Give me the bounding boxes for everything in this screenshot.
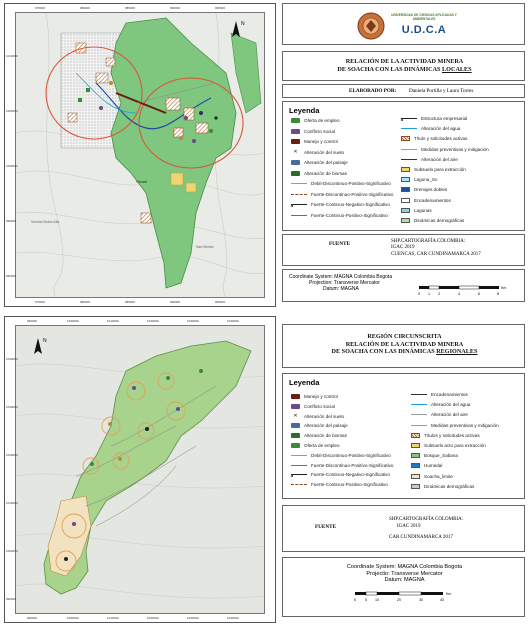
legend-item	[291, 213, 388, 218]
legend-item	[411, 412, 468, 417]
title-line: RELACIÓN DE LA ACTIVIDAD MINERA	[345, 58, 464, 65]
legend-item	[291, 160, 348, 165]
svg-text:1: 1	[428, 292, 430, 296]
legend-label: Encadenamientos	[414, 197, 451, 203]
svg-text:20: 20	[397, 598, 401, 602]
local-fuente-panel	[282, 234, 525, 266]
legend-item	[411, 474, 453, 479]
legend-item	[291, 404, 335, 409]
regional-coord-panel	[282, 557, 525, 617]
suelo-icon: ✕	[293, 148, 298, 155]
legend-item	[411, 443, 486, 448]
legend-item	[401, 208, 432, 213]
line-dark-symbol	[411, 394, 427, 395]
legend-item	[291, 472, 390, 477]
fill-drenajes-symbol	[401, 187, 410, 192]
title-line: REGIÓN CIRCUNSCRITA	[367, 333, 442, 340]
legend-item	[401, 126, 460, 131]
fill-subsuelo-symbol	[411, 443, 420, 448]
x-tick: 1000000	[67, 616, 79, 620]
legend-item	[291, 433, 347, 438]
legend-label: Alteración del suelo	[304, 413, 345, 419]
title-line: DE SOACHA CON LAS DINÁMICAS	[331, 348, 435, 355]
x-tick: 995000	[215, 6, 226, 10]
legend-label: Alteración de biomas	[304, 433, 347, 439]
elaborado-value: Daniela Portilla y Laura Torres	[409, 88, 474, 94]
legend-item	[291, 453, 391, 458]
coord-projection: Projection: Transverse Mercator	[309, 280, 380, 287]
title-line: DE SOACHA CON LAS DINÁMICAS	[337, 65, 441, 73]
line-red-symbol	[291, 465, 307, 466]
legend-item	[401, 198, 451, 203]
legend-item	[401, 147, 489, 152]
y-tick: 1020000	[6, 453, 18, 457]
legend-label: Dinámicas demográficas	[414, 218, 465, 223]
svg-text:0: 0	[354, 598, 356, 602]
svg-text:2: 2	[438, 292, 440, 296]
place-label: Sibaté	[136, 179, 148, 184]
x-tick: 985000	[125, 300, 136, 304]
line-gray-symbol	[411, 414, 427, 415]
legend-item	[411, 392, 468, 397]
legend-label: Manejo y control	[304, 139, 338, 144]
y-tick: 995000	[6, 219, 17, 223]
x-tick: 990000	[27, 616, 38, 620]
svg-text:4: 4	[458, 292, 460, 296]
x-tick: 975000	[35, 300, 46, 304]
fuente-line: CUENCAS, CAR CUNDINAMARCA 2017	[391, 251, 481, 257]
regional-fuente-panel	[282, 505, 525, 552]
legend-label: Fuerte-Continuo-Positivo-Significativo	[311, 212, 388, 218]
legend-label: Soacha_limite	[424, 473, 453, 479]
legend-item	[291, 118, 340, 123]
fill-humedal-symbol	[411, 463, 420, 468]
y-tick: 1010000	[6, 54, 18, 58]
empleo-icon	[291, 118, 300, 123]
legend-label: Debil-Discontinuo-Positivo-Significativo	[311, 181, 391, 186]
svg-text:40: 40	[440, 598, 444, 602]
line-blue-symbol	[411, 404, 427, 405]
coord-datum: Datum: MAGNA	[384, 577, 425, 584]
regional-map[interactable]	[15, 325, 265, 614]
coord-system: Coordinate System: MAGNA Colombia Bogota	[346, 564, 463, 570]
legend-item	[411, 423, 499, 428]
title-emphasis: LOCALES	[442, 65, 472, 73]
regional-title-panel	[282, 324, 525, 368]
svg-text:5: 5	[365, 598, 367, 602]
place-label: Vereda Bolos Alta	[31, 220, 60, 224]
legend-label: Conflicto social	[304, 403, 335, 409]
legend-label: Subsuelo acto para extracción	[424, 443, 486, 448]
x-tick: 980000	[80, 300, 91, 304]
legend-label: Medidas preventivas y mitigación	[431, 422, 499, 428]
soacha-municipality	[111, 18, 236, 288]
legend-label: Título y solicitudes activas	[414, 136, 468, 142]
legend-item	[411, 453, 458, 458]
legend-item	[291, 171, 347, 176]
legend-item	[291, 414, 344, 419]
legend-item	[291, 129, 335, 134]
x-tick: 1030000	[187, 616, 199, 620]
legend-label: Alteración de biomas	[304, 170, 347, 176]
legend-item	[291, 443, 340, 448]
legend-item	[291, 463, 393, 468]
legend-label: Laguna_Sv	[414, 177, 438, 183]
legend-item	[291, 202, 390, 207]
green-strip	[231, 33, 261, 113]
fuente-label: FUENTE	[315, 524, 337, 530]
x-tick: 990000	[170, 6, 181, 10]
coord-projection: Projectio: Transverse Mercator	[366, 570, 443, 577]
university-name: UNIVERSIDAD DE CIENCIAS APLICADAS Y AMBIENTALES	[391, 13, 457, 21]
x-tick: 1010000	[107, 616, 119, 620]
fuente-line: IGAC 2019	[397, 524, 421, 529]
legend-label: Lagunas	[414, 207, 432, 213]
legend-label: Alteración del agua	[431, 402, 471, 408]
line-brown-symbol	[291, 484, 307, 485]
x-tick: 980000	[80, 6, 91, 10]
legend-title: Leyenda	[289, 378, 320, 387]
legend-item	[291, 139, 338, 144]
svg-text:N: N	[241, 21, 245, 27]
coord-datum: Datum: MAGNA	[323, 286, 359, 293]
svg-text:N: N	[43, 338, 47, 344]
fill-white-symbol	[401, 198, 410, 203]
conflicto-icon	[291, 129, 300, 134]
legend-label: Fuerte-Continuo-Negativo-Significativo	[311, 472, 390, 478]
manejo-icon	[291, 139, 300, 144]
legend-item	[411, 402, 470, 407]
fill-laguna-symbol	[401, 177, 410, 182]
elaborado-label: ELABORADO POR:	[349, 88, 397, 94]
legend-label: Oferta de empleo	[304, 118, 340, 123]
udca-seal-icon	[357, 12, 385, 40]
legend-label: Fuerte-Continuo-Negativo-Significativo	[311, 202, 390, 207]
legend-label: Subsuelo para extracción	[414, 167, 466, 172]
line-red-symbol	[291, 215, 307, 216]
suelo-icon: ✕	[293, 412, 298, 419]
legend-item	[401, 218, 464, 223]
scale-bar	[417, 284, 507, 298]
legend-label: Debil-Discontinuo-Positivo-Significativo	[311, 452, 391, 458]
legend-item	[291, 423, 348, 428]
legend-label: Encadenamientos	[431, 392, 468, 397]
line-gray-symbol	[291, 455, 307, 456]
fill-bosque-symbol	[411, 453, 420, 458]
legend-item	[291, 192, 393, 197]
y-tick: 1005000	[6, 109, 18, 113]
line-arrow-symbol	[401, 118, 417, 119]
legend-item	[411, 463, 442, 468]
svg-text:10: 10	[375, 598, 379, 602]
y-tick: 1000000	[6, 164, 18, 168]
legend-item	[401, 167, 466, 172]
local-legend-panel	[282, 101, 525, 231]
y-tick: 1040000	[6, 357, 18, 361]
fill-subsuelo-symbol	[401, 167, 410, 172]
legend-label: Estructura empresarial	[421, 116, 468, 121]
svg-text:Km: Km	[446, 592, 452, 596]
title-emphasis: REGIONALES	[436, 348, 478, 355]
fuente-line: CAR CUNDINAMARCA 2017	[389, 535, 453, 540]
x-tick: 975000	[35, 6, 46, 10]
legend-item	[291, 150, 344, 155]
x-tick: 990000	[27, 319, 38, 323]
north-arrow-icon	[34, 338, 47, 354]
legend-item	[411, 484, 474, 489]
line-brown-symbol	[291, 194, 307, 195]
regional-legend-panel	[282, 373, 525, 499]
subsuelo-block	[171, 173, 183, 185]
x-tick: 985000	[125, 6, 136, 10]
regional-map-canvas	[16, 326, 265, 614]
y-tick: 1010000	[6, 501, 18, 505]
y-tick: 990000	[6, 597, 17, 601]
legend-label: Conflicto social	[304, 128, 335, 134]
legend-label: Fuerte-Discontinuo-Positivo-Significativo	[311, 191, 394, 197]
x-tick: 1000000	[67, 319, 79, 323]
local-logo-panel	[282, 3, 525, 45]
fuente-line: SHP.CARTOGRAFÍA COLOMBIA:	[391, 239, 466, 244]
svg-text:6: 6	[478, 292, 480, 296]
conflicto-icon	[291, 404, 300, 409]
legend-label: Dinámicas demográficas	[424, 483, 475, 489]
fuente-line: IGAC 2019	[391, 245, 415, 251]
line-arrow-symbol	[291, 474, 307, 475]
fill-soacha-symbol	[411, 474, 420, 479]
fuente-label: FUENTE	[329, 241, 351, 247]
place-label: San Benito	[196, 245, 214, 249]
line-gray-symbol	[401, 149, 417, 150]
legend-title: Leyenda	[289, 106, 320, 115]
svg-text:Km: Km	[501, 286, 507, 290]
legend-label: Alteración del aire	[431, 412, 468, 418]
empleo-icon	[291, 443, 300, 448]
legend-item	[411, 433, 480, 438]
line-arrow-symbol	[291, 204, 307, 205]
y-tick: 1030000	[6, 405, 18, 409]
legend-label: Títulos y solicitudes activas	[424, 432, 480, 438]
legend-item	[291, 394, 338, 399]
x-tick: 1020000	[147, 319, 159, 323]
legend-item	[291, 181, 391, 186]
line-blue-symbol	[401, 128, 417, 129]
legend-label: Alteración del paisaje	[304, 160, 348, 165]
legend-item	[401, 187, 447, 192]
fuente-line: SHP.CARTOGRAFÍA COLOMBIA:	[389, 517, 464, 522]
biomas-icon	[291, 171, 300, 176]
line-dark-symbol	[401, 159, 417, 160]
north-arrow-icon	[232, 21, 245, 37]
y-tick: 990000	[6, 274, 17, 278]
y-tick: 1000000	[6, 549, 18, 553]
legend-label: Alteración del aire	[421, 156, 458, 162]
legend-item	[401, 177, 437, 182]
legend-label: Alteración del paisaje	[304, 423, 348, 429]
legend-label: Drenajes dobles	[414, 187, 448, 193]
scale-bar	[353, 590, 453, 604]
title-line: RELACIÓN DE LA ACTIVIDAD MINERA	[345, 340, 464, 348]
legend-item	[401, 116, 467, 121]
x-tick: 1020000	[147, 616, 159, 620]
fill-lagunas-symbol	[401, 208, 410, 213]
hatch-symbol	[401, 136, 410, 141]
line-gray-symbol	[291, 183, 307, 184]
legend-label: Humedal	[424, 463, 443, 469]
legend-label: Alteración del suelo	[304, 149, 345, 155]
legend-item	[291, 482, 388, 487]
legend-label: Bosque_Sabana	[424, 453, 458, 459]
coord-system: Coordinate System: MAGNA Colombia Bogota	[289, 274, 393, 280]
legend-item	[401, 136, 467, 141]
subsuelo-block	[186, 183, 196, 192]
x-tick: 1030000	[187, 319, 199, 323]
local-author-panel	[282, 84, 525, 98]
x-tick: 995000	[215, 300, 226, 304]
svg-text:0: 0	[418, 292, 420, 296]
legend-label: Alteración del agua	[421, 126, 461, 132]
regional-map-frame	[4, 316, 276, 623]
line-gray-symbol	[411, 425, 427, 426]
svg-text:8: 8	[497, 292, 499, 296]
legend-label: Oferta de empleo	[304, 443, 340, 448]
paisaje-icon	[291, 160, 300, 165]
fill-demo-symbol	[401, 218, 410, 223]
x-tick: 1040000	[227, 616, 239, 620]
paisaje-icon	[291, 423, 300, 428]
legend-label: Medidas preventivas y mitigación	[421, 146, 489, 152]
manejo-icon	[291, 394, 300, 399]
legend-label: Fuerte-Discontinuo-Positivo-Significativo	[311, 462, 394, 468]
hatch-symbol	[411, 433, 420, 438]
legend-item	[401, 157, 458, 162]
legend-label: Manejo y control	[304, 394, 338, 399]
biomas-icon	[291, 433, 300, 438]
local-map-canvas	[16, 13, 265, 298]
svg-text:30: 30	[419, 598, 423, 602]
x-tick: 1040000	[227, 319, 239, 323]
local-map[interactable]	[15, 12, 265, 298]
x-tick: 1010000	[107, 319, 119, 323]
legend-label: Fuerte-Continuo-Positivo-Significativo	[311, 482, 388, 488]
local-map-frame	[4, 3, 276, 307]
fill-demo-symbol	[411, 484, 420, 489]
local-title-panel	[282, 51, 525, 81]
local-coord-panel	[282, 269, 525, 302]
x-tick: 990000	[170, 300, 181, 304]
university-acronym: U.D.C.A	[401, 24, 447, 36]
